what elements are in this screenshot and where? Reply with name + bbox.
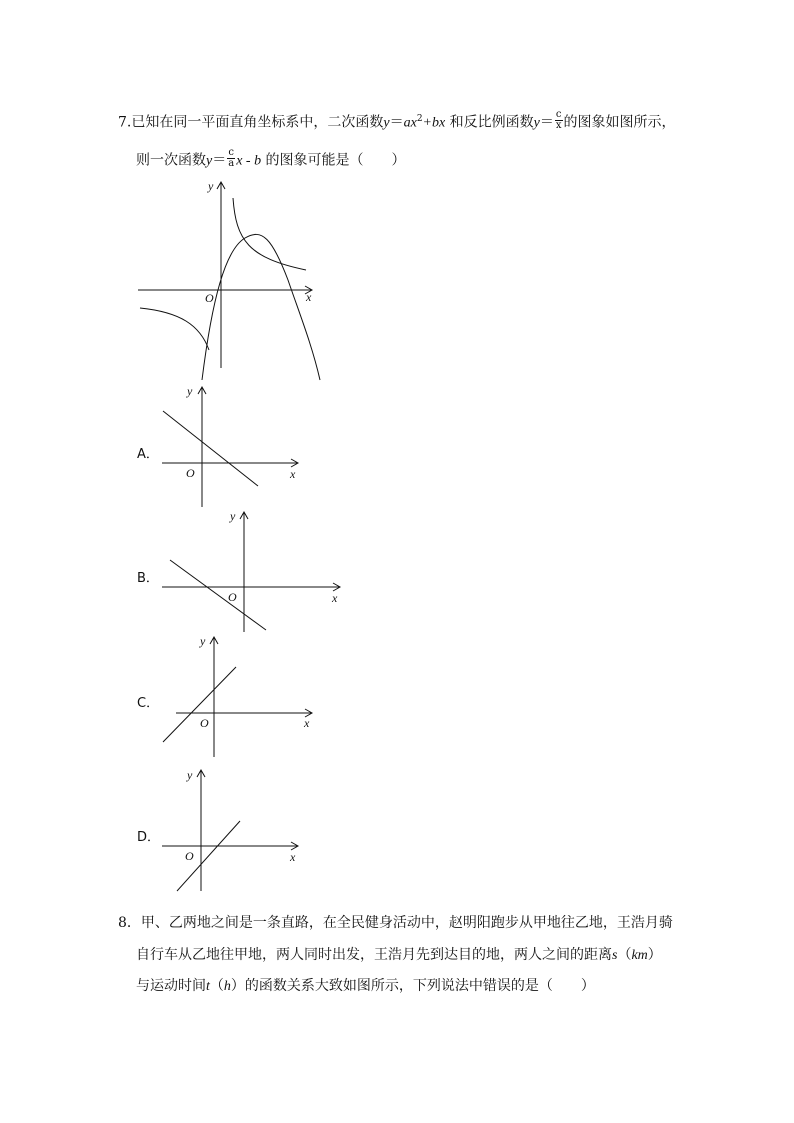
q7-line-1 <box>118 110 676 133</box>
eq1-equals: ＝ <box>389 114 404 131</box>
optA-line <box>163 411 258 486</box>
fraction-denominator: a <box>228 158 235 169</box>
optB-origin-label: O <box>228 590 237 604</box>
eq3-lhs: y <box>206 153 213 169</box>
optC-x-label: x <box>304 716 310 730</box>
optD-line <box>177 821 240 891</box>
hyperbola-branch-lower <box>140 308 209 350</box>
option-c-label[interactable]: C． <box>137 696 160 711</box>
eq1-bx: +bx <box>422 115 446 131</box>
q8-text-3a: 与运动时间 <box>136 978 206 994</box>
optC-x-arrow <box>305 709 312 717</box>
optA-x-arrow <box>291 459 298 467</box>
optC-origin-label: O <box>200 716 209 730</box>
option-d-label[interactable]: D． <box>137 830 161 845</box>
optA-origin-label: O <box>186 466 195 480</box>
q8-line-1 <box>118 914 673 932</box>
q8-paren-close: ） <box>647 947 662 963</box>
eq3-rhs: x - b <box>236 153 262 169</box>
q8-text-3b: 的函数关系大致如图所示，下列说法中错误的是（ ） <box>244 978 595 994</box>
q8-h-paren-open: （ <box>209 978 224 994</box>
q8-paren-open: （ <box>617 947 632 963</box>
optD-x-label: x <box>290 850 296 864</box>
q8-h-variable: h <box>223 979 231 994</box>
fraction-c-over-x <box>555 110 563 131</box>
q7-text-3: 的图象如图所示， <box>563 114 676 131</box>
optB-line <box>170 560 266 630</box>
q8-t-variable: t <box>206 979 210 994</box>
optC-y-label: y <box>200 634 206 648</box>
q7-line-2 <box>136 147 406 171</box>
optD-x-arrow <box>291 842 298 850</box>
q7-text-2: 和反比例函数 <box>445 114 534 131</box>
optB-y-label: y <box>230 509 236 523</box>
optA-y-label: y <box>187 384 193 398</box>
q8-line-3 <box>136 977 595 996</box>
q7-number: 7 <box>118 114 127 131</box>
parabola-curve <box>202 234 320 380</box>
optC-line <box>163 667 236 742</box>
eq1-ax: ax <box>403 115 417 131</box>
optA-y-arrow <box>198 387 206 394</box>
fraction-denominator: x <box>555 120 562 132</box>
eq2-equals: ＝ <box>539 114 554 131</box>
eq2-lhs: y <box>533 115 540 131</box>
eq3-equals: ＝ <box>212 152 227 169</box>
eq1-lhs: y <box>383 115 390 131</box>
q8-h-paren-close: ） <box>230 978 245 994</box>
fraction-numerator: c <box>555 109 562 121</box>
fraction-c-over-a <box>227 148 235 169</box>
main-y-arrow <box>217 182 225 189</box>
option-a-label[interactable]: A． <box>137 447 159 462</box>
q8-text-2: 自行车从乙地往甲地，两人同时出发，王浩月先到达目的地，两人之间的距离 <box>136 947 612 963</box>
optC-y-arrow <box>210 637 218 644</box>
q8-unit-km: km <box>631 948 648 963</box>
eq1-exponent: 2 <box>416 114 423 124</box>
optB-x-label: x <box>332 591 338 605</box>
q7-text-1: .已知在同一平面直角坐标系中，二次函数 <box>126 114 384 131</box>
q7-text-4: 则一次函数 <box>136 152 206 169</box>
optB-x-arrow <box>333 583 340 591</box>
q8-line-2 <box>136 946 662 965</box>
q8-number: 8 <box>118 915 127 931</box>
q7-text-5: 的图象可能是（ ） <box>261 152 406 169</box>
optA-x-label: x <box>290 467 296 481</box>
fraction-numerator: c <box>228 147 234 158</box>
optD-y-arrow <box>197 770 205 777</box>
q8-s-variable: s <box>612 948 618 963</box>
hyperbola-branch-upper <box>233 198 306 270</box>
optB-y-arrow <box>240 512 248 519</box>
main-y-label: y <box>208 179 214 193</box>
main-x-arrow <box>305 286 312 294</box>
option-b-label[interactable]: B． <box>137 571 159 586</box>
optD-y-label: y <box>187 768 193 782</box>
main-origin-label: O <box>205 291 214 305</box>
optD-origin-label: O <box>185 849 194 863</box>
q8-text-1: ．甲、乙两地之间是一条直路，在全民健身活动中，赵明阳跑步从甲地往乙地，王浩月骑 <box>126 915 673 931</box>
main-x-label: x <box>306 290 312 304</box>
